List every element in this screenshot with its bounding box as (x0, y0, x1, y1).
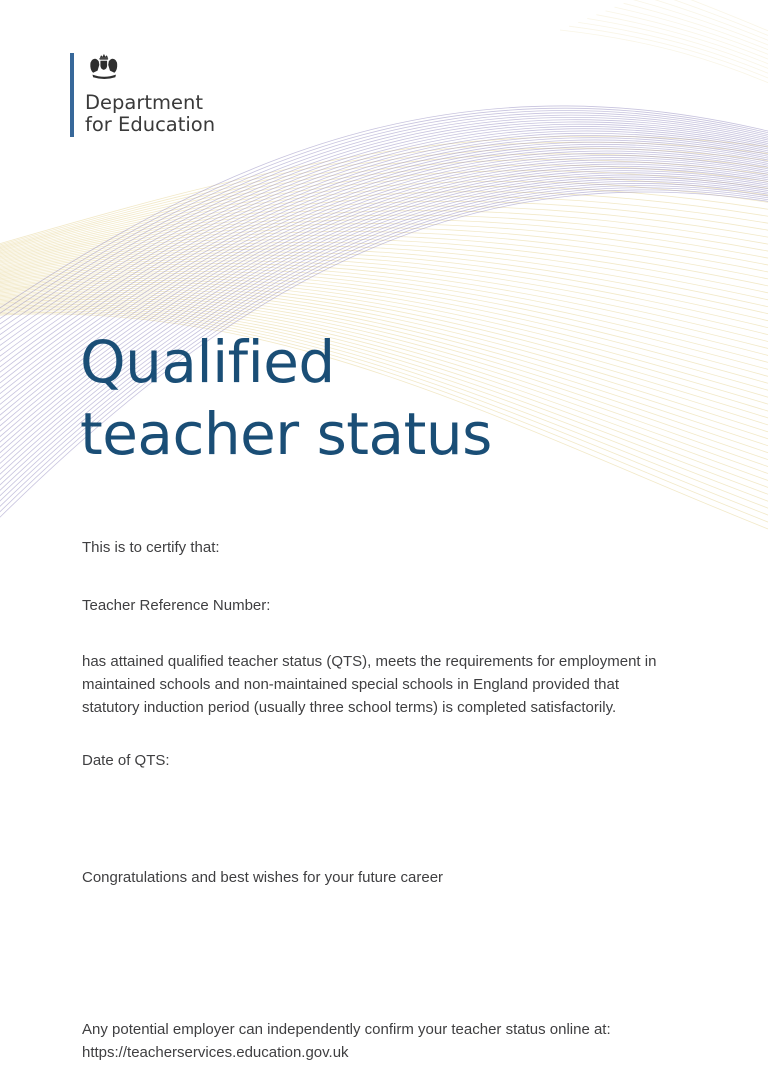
congratulations-text: Congratulations and best wishes for your future career (82, 869, 444, 886)
certify-label: This is to certify that: (82, 539, 220, 556)
logo-text-line2: for Education (85, 112, 216, 136)
employer-confirm-text: Any potential employer can independently confirm your teacher status online at: (82, 1021, 611, 1038)
title-line2: teacher status (80, 400, 492, 468)
logo-text (85, 92, 215, 135)
teacher-services-url: https://teacherservices.education.gov.uk (82, 1044, 349, 1061)
title-line1: Qualified (80, 328, 335, 396)
certificate-title (80, 326, 492, 470)
qts-statement: has attained qualified teacher status (QTS), meets the requirements for employment in maintained schools and non-maintained special schools in England provided that statutory induction period (usually three school terms) is completed satisfactorily. (82, 653, 657, 716)
teacher-reference-label: Teacher Reference Number: (82, 597, 271, 614)
date-of-qts-label: Date of QTS: (82, 752, 170, 769)
royal-crest-icon (86, 52, 123, 84)
logo-text-line1: Department (85, 91, 203, 114)
dfe-logo (70, 52, 215, 137)
logo-vertical-bar (70, 53, 74, 137)
footer-confirmation (82, 1018, 672, 1064)
